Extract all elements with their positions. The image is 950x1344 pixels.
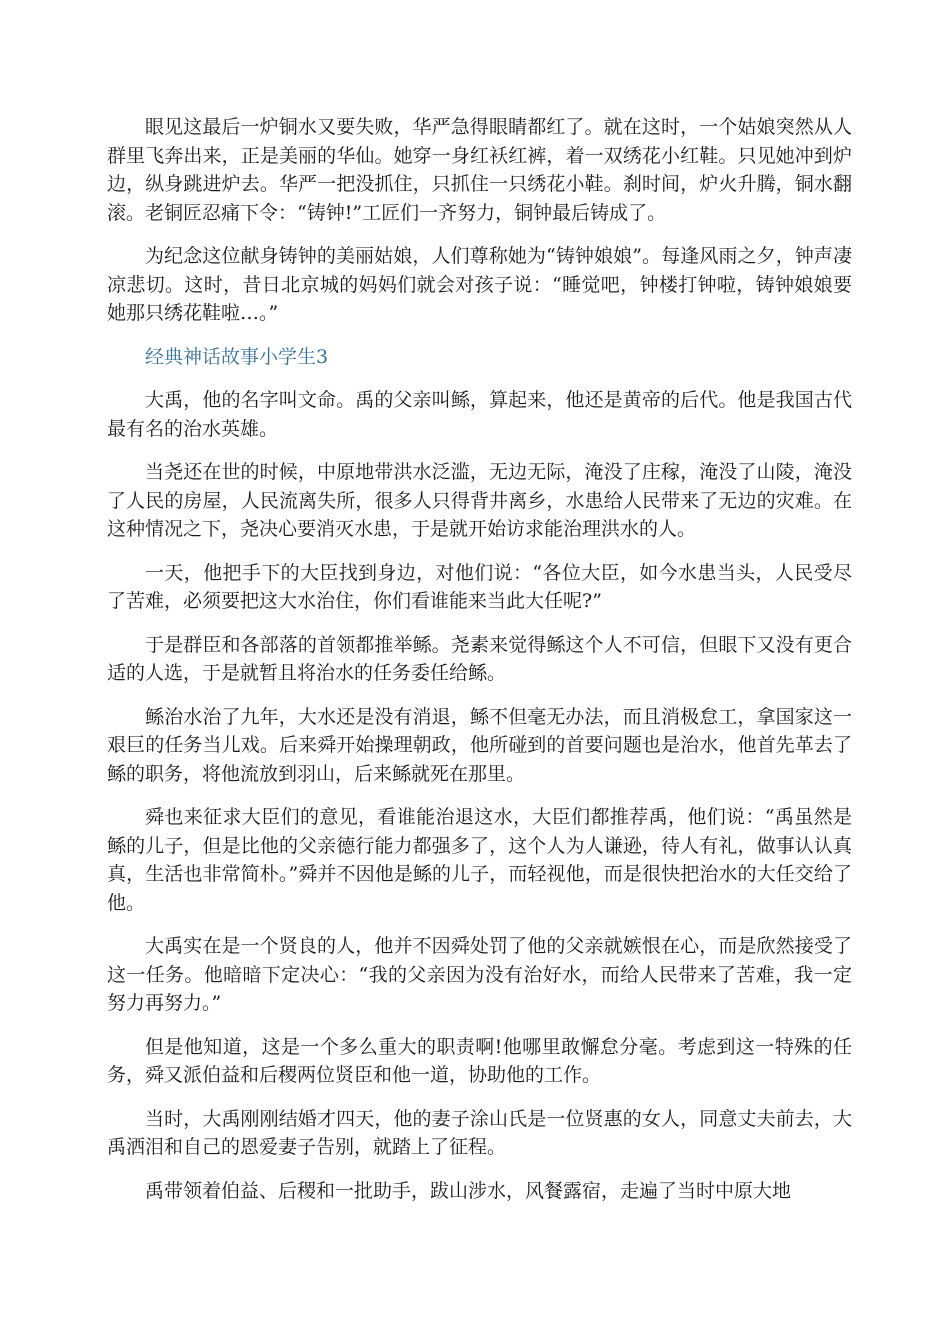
paragraph: 为纪念这位献身铸钟的美丽姑娘，人们尊称她为“铸钟娘娘”。每逢风雨之夕，钟声凄凉悲切。这时，昔日北京城的妈妈们就会对孩子说：“睡觉吧，钟楼打钟啦，铸钟娘娘要她那只绣花鞋啦…。” <box>107 245 852 324</box>
paragraph: 鲧治水治了九年，大水还是没有消退，鲧不但毫无办法，而且消极怠工，拿国家这一艰巨的任务当儿戏。后来舜开始操理朝政，他所碰到的首要问题也是治水，他首先革去了鲧的职务，将他流放到羽山，后来鲧就死在那里。 <box>107 705 852 785</box>
paragraph: 舜也来征求大臣们的意见，看谁能治退这水，大臣们都推荐禹，他们说：“禹虽然是鲧的儿子，但是比他的父亲德行能力都强多了，这个人为人谦逊，待人有礼，做事认认真真，生活也非常简朴。”舜并不因他是鲧的儿子，而轻视他，而是很快把治水的大任交给了他。 <box>107 806 852 914</box>
paragraph: 大禹，他的名字叫文命。禹的父亲叫鲧，算起来，他还是黄帝的后代。他是我国古代最有名的治水英雄。 <box>107 389 852 440</box>
paragraph: 禹带领着伯益、后稷和一批助手，跋山涉水，风餐露宿，走遍了当时中原大地 <box>145 1179 792 1202</box>
section-heading: 经典神话故事小学生3 <box>145 345 329 368</box>
paragraph: 眼见这最后一炉铜水又要失败，华严急得眼睛都红了。就在这时，一个姑娘突然从人群里飞奔出来，正是美丽的华仙。她穿一身红袄红裤，着一双绣花小红鞋。只见她冲到炉边，纵身跳进炉去。华严一把没抓住，只抓住一只绣花小鞋。刹时间，炉火升腾，铜水翻滚。老铜匠忍痛下令：“铸钟!”工匠们一齐努力，铜钟最后铸成了。 <box>107 116 852 224</box>
paragraph: 大禹实在是一个贤良的人，他并不因舜处罚了他的父亲就嫉恨在心，而是欣然接受了这一任务。他暗暗下定决心：“我的父亲因为没有治好水，而给人民带来了苦难，我一定努力再努力。” <box>107 935 852 1014</box>
paragraph: 当时，大禹刚刚结婚才四天，他的妻子涂山氏是一位贤惠的女人，同意丈夫前去，大禹洒泪和自己的恩爱妻子告别，就踏上了征程。 <box>107 1107 852 1158</box>
paragraph: 但是他知道，这是一个多么重大的职责啊!他哪里敢懈怠分毫。考虑到这一特殊的任务，舜又派伯益和后稷两位贤臣和他一道，协助他的工作。 <box>107 1035 852 1086</box>
document-page <box>107 113 852 1220</box>
paragraph: 当尧还在世的时候，中原地带洪水泛滥，无边无际，淹没了庄稼，淹没了山陵，淹没了人民的房屋，人民流离失所，很多人只得背井离乡，水患给人民带来了无边的灾难。在这种情况之下，尧决心要消灭水患，于是就开始访求能治理洪水的人。 <box>107 461 852 540</box>
paragraph: 于是群臣和各部落的首领都推举鲧。尧素来觉得鲧这个人不可信，但眼下又没有更合适的人选，于是就暂且将治水的任务委任给鲧。 <box>107 633 852 684</box>
paragraph: 一天，他把手下的大臣找到身边，对他们说：“各位大臣，如今水患当头，人民受尽了苦难，必须要把这大水治住，你们看谁能来当此大任呢?” <box>107 561 852 612</box>
